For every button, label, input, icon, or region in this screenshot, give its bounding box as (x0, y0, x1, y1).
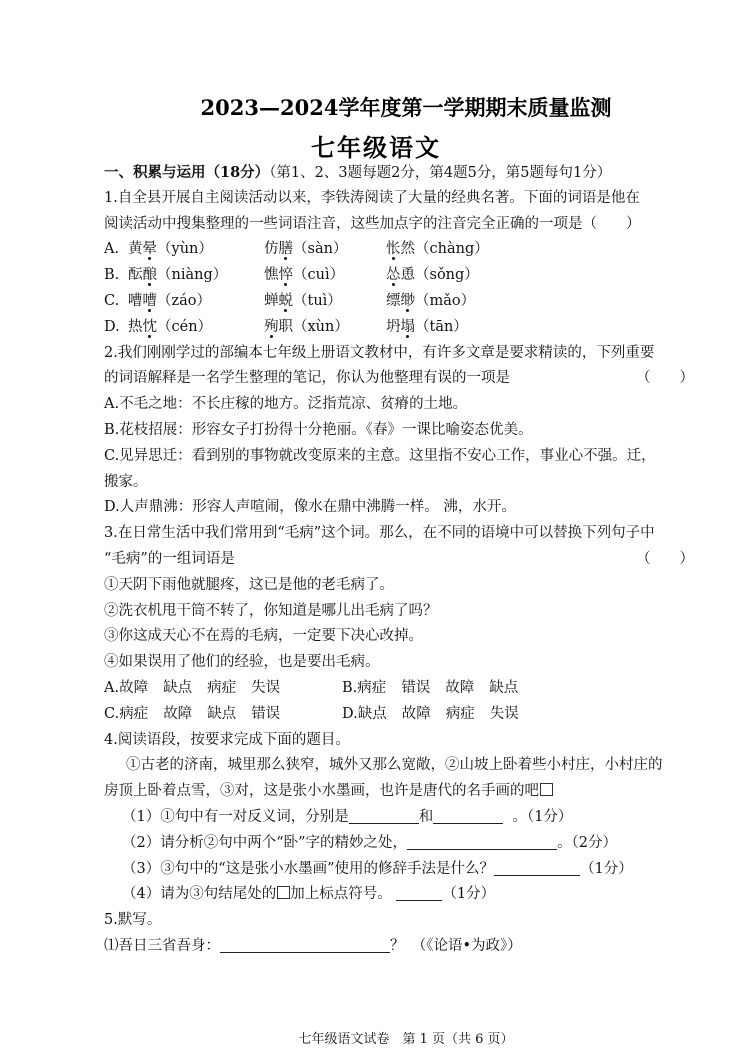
answer-blank[interactable] (220, 935, 390, 953)
q4-stem: 4.阅读语段，按要求完成下面的题目。 (104, 731, 350, 748)
option-word: 缺点 (207, 705, 237, 722)
option-word: 缺点 (357, 705, 387, 722)
option-word: 错误 (401, 679, 431, 696)
q3-option (104, 702, 342, 728)
q2-option-a: A.不毛之地：不长庄稼的地方。泛指荒凉、贫瘠的土地。 (104, 396, 468, 413)
page-footer: 七年级语文试卷 第 1 页（共 6 页） (298, 1032, 514, 1047)
option-word: 病症 (207, 679, 237, 696)
exam-title: 2023—2024学年度第一学期期末质量监测 (200, 95, 612, 120)
dotted-char: 忱 (142, 318, 157, 335)
pinyin: （tuì） (293, 292, 342, 309)
dotted-char: 晕 (142, 241, 157, 258)
q1-options (104, 237, 694, 340)
answer-blank[interactable] (407, 832, 557, 850)
q5-stem: 5.默写。 (104, 912, 162, 929)
q1-option (104, 315, 694, 341)
word-part: 热 (128, 318, 143, 335)
answer-blank[interactable] (433, 806, 503, 824)
pinyin: （chàng） (415, 241, 489, 258)
q3-option-row (104, 702, 694, 728)
word-part: 嘈 (128, 292, 143, 309)
word-part: 坍 (386, 318, 401, 335)
q2-stem-line2: 的词语解释是一名学生整理的笔记，你认为他整理有误的一项是 （ ） (104, 366, 694, 392)
q3-sentence-1: ①天阴下雨他就腿疼，这已是他的老毛病了。 (104, 576, 394, 593)
pinyin-item (386, 263, 508, 289)
option-word: 故障 (163, 705, 193, 722)
dotted-char: 酿 (142, 267, 157, 284)
pinyin-item (386, 289, 508, 315)
dotted-char: 塌 (400, 318, 415, 335)
pinyin: （sǒng） (415, 267, 479, 284)
pinyin-item (386, 237, 508, 263)
q1-option (104, 263, 694, 289)
pinyin: （záo） (157, 292, 212, 309)
q3-stem-line1: 3.在日常生活中我们常用到“毛病”这个词。那么，在不同的语境中可以替换下列句子中 (104, 525, 655, 542)
dotted-char: 嘈 (142, 292, 157, 309)
dotted-char: 膳 (278, 241, 293, 258)
exam-content (104, 160, 694, 960)
pinyin: （cén） (157, 318, 213, 335)
q2-option-c-line2: 搬家。 (104, 473, 148, 490)
punctuation-box (540, 783, 553, 796)
option-label: D. (104, 318, 120, 335)
dotted-char: 殉 (264, 318, 279, 335)
pinyin-item (264, 315, 386, 341)
word-part: 酝 (128, 267, 143, 284)
q5-line1: ⑴吾日三省吾身： ？ （《论语•为政》） (104, 934, 694, 960)
q4-sub2: （2）请分析②句中两个“卧”字的精妙之处， 。（2分） (104, 831, 694, 857)
answer-blank[interactable] (349, 806, 419, 824)
option-word: 失误 (251, 679, 281, 696)
word-part: 黄 (128, 241, 143, 258)
option-word: 故障 (401, 705, 431, 722)
q4-sub4: （4）请为③句结尾处的 加上标点符号。 （1分） (104, 882, 694, 908)
pinyin-item (264, 289, 386, 315)
pinyin-item (264, 263, 386, 289)
option-word: 失误 (489, 705, 519, 722)
option-word: 病症 (445, 705, 475, 722)
pinyin: （cuì） (293, 267, 345, 284)
pinyin-item (386, 315, 508, 341)
option-label: D. (342, 705, 358, 722)
word-part: 憔 (264, 267, 279, 284)
word-part: 仿 (264, 241, 279, 258)
option-label: A. (104, 679, 120, 696)
pinyin-item (128, 263, 264, 289)
q2-option-b: B.花枝招展：形容女子打扮得十分艳丽。《春》一课比喻姿态优美。 (104, 421, 533, 438)
pinyin: （sàn） (293, 241, 348, 258)
word-part: 然 (400, 241, 415, 258)
q1-option (104, 289, 694, 315)
dotted-char: 悴 (278, 267, 293, 284)
q4-sub1: （1）①句中有一对反义词，分别是 和 。（1分） (104, 805, 694, 831)
option-label: B. (342, 679, 358, 696)
answer-blank[interactable] (396, 883, 442, 901)
q2-stem-line1: 2.我们刚刚学过的部编本七年级上册语文教材中，有许多文章是要求精读的，下列重要 (104, 344, 655, 361)
option-word: 错误 (251, 705, 281, 722)
punctuation-box (277, 886, 290, 899)
pinyin-item (128, 289, 264, 315)
q1-option (104, 237, 694, 263)
q3-option (342, 676, 582, 702)
option-word: 病症 (357, 679, 387, 696)
option-label: C. (104, 292, 120, 309)
dotted-char: 蜕 (278, 292, 293, 309)
section-heading: 一、积累与运用（18分）（第1、2、3题每题2分，第4题5分，第5题每句1分） (104, 164, 612, 181)
answer-paren: （ ） (636, 370, 694, 387)
pinyin-item (128, 315, 264, 341)
pinyin: （yùn） (157, 241, 213, 258)
option-label: A. (104, 241, 120, 258)
answer-paren: （ ） (636, 550, 694, 567)
dotted-char: 缈 (400, 292, 415, 309)
pinyin-item (128, 237, 264, 263)
exam-subtitle: 七年级语文 (311, 133, 441, 162)
q3-sentence-2: ②洗衣机甩干筒不转了，你知道是哪儿出毛病了吗？ (104, 602, 438, 619)
q3-sentence-4: ④如果误用了他们的经验，也是要出毛病。 (104, 654, 380, 671)
pinyin-item (264, 237, 386, 263)
option-word: 缺点 (163, 679, 193, 696)
q4-passage-line1: ①古老的济南，城里那么狭窄，城外又那么宽敞，②山坡上卧着些小村庄，小村庄的 (126, 757, 663, 774)
pinyin: （tān） (415, 318, 468, 335)
pinyin: （mǎo） (415, 292, 476, 309)
q4-passage-line2: 房顶上卧着点雪，③对，这是张小水墨画，也许是唐代的名手画的吧 (104, 779, 694, 805)
q3-options (104, 676, 694, 728)
option-word: 故障 (445, 679, 475, 696)
word-part: 蝉 (264, 292, 279, 309)
dotted-char: 怂 (386, 267, 401, 284)
word-part: 缥 (386, 292, 401, 309)
dotted-char: 怅 (386, 241, 401, 258)
pinyin: （xùn） (293, 318, 349, 335)
q2-option-d: D.人声鼎沸：形容人声喧闹，像水在鼎中沸腾一样。 沸，水开。 (104, 499, 516, 516)
q3-option (342, 702, 582, 728)
q3-stem-line2: “毛病”的一组词语是 （ ） (104, 547, 694, 573)
option-word: 缺点 (489, 679, 519, 696)
option-label: C. (104, 705, 120, 722)
answer-blank[interactable] (494, 858, 580, 876)
option-label: B. (104, 267, 120, 284)
word-part: 恿 (400, 267, 415, 284)
option-word: 故障 (119, 679, 149, 696)
pinyin: （niàng） (157, 267, 228, 284)
q1-stem-line2: 阅读活动中搜集整理的一些词语注音，这些加点字的注音完全正确的一项是（ ） (104, 215, 641, 232)
q3-sentence-3: ③你这成天心不在焉的毛病，一定要下决心改掉。 (104, 628, 423, 645)
q1-stem-line1: 1.自全县开展自主阅读活动以来，李铁涛阅读了大量的经典名著。下面的词语是他在 (104, 189, 640, 206)
word-part: 职 (278, 318, 293, 335)
q3-option-row (104, 676, 694, 702)
option-word: 病症 (119, 705, 149, 722)
q3-option (104, 676, 342, 702)
q4-sub3: （3）③句中的“这是张小水墨画”使用的修辞手法是什么？ （1分） (104, 857, 694, 883)
q2-option-c-line1: C.见异思迁：看到别的事物就改变原来的主意。这里指不安心工作，事业心不强。迁， (104, 447, 656, 464)
